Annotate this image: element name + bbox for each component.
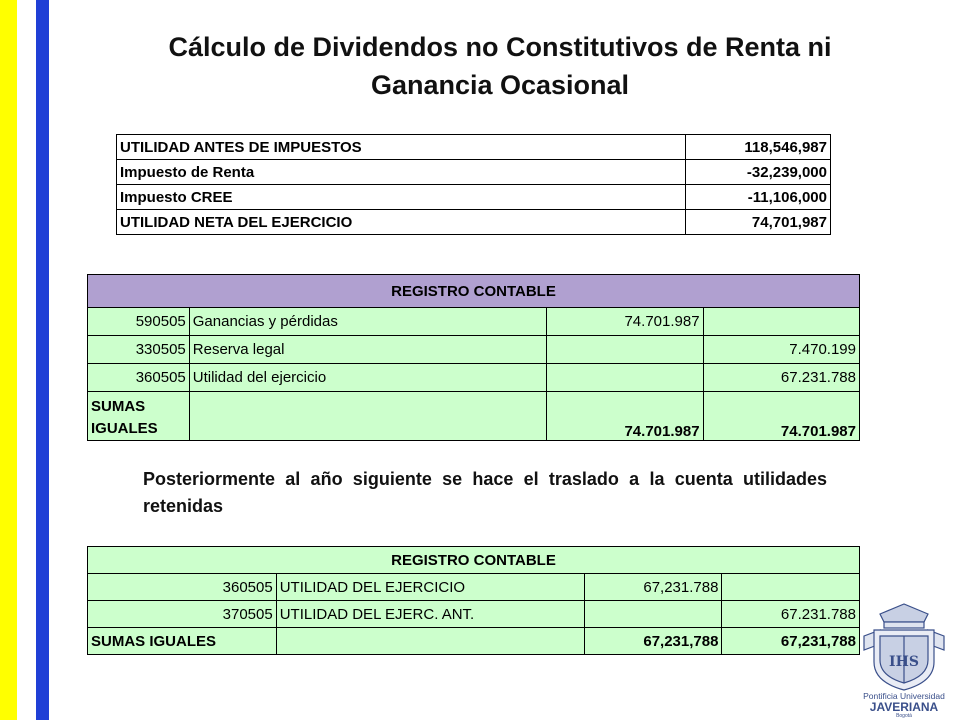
logo-text-line-3: Bogotá xyxy=(896,713,912,718)
table-header-row xyxy=(88,275,860,308)
crest-monogram: IHS xyxy=(889,654,919,670)
table-row xyxy=(117,160,831,185)
debit-value xyxy=(584,601,722,628)
white-side-stripe xyxy=(17,0,36,720)
blue-side-stripe xyxy=(36,0,49,720)
debit-value: 67,231.788 xyxy=(584,574,722,601)
account-code: 360505 xyxy=(88,364,190,392)
credit-value: 67.231.788 xyxy=(703,364,859,392)
table-row xyxy=(117,185,831,210)
summary-label: UTILIDAD ANTES DE IMPUESTOS xyxy=(117,135,686,160)
credit-value xyxy=(722,574,860,601)
registro-header: REGISTRO CONTABLE xyxy=(88,547,860,574)
summary-table xyxy=(116,134,831,235)
sums-label-line-2: IGUALES xyxy=(91,420,158,437)
summary-label: Impuesto de Renta xyxy=(117,160,686,185)
registro-contable-table-2 xyxy=(87,546,860,655)
javeriana-crest-icon xyxy=(850,600,958,718)
registro-header: REGISTRO CONTABLE xyxy=(88,275,860,308)
account-name: Reserva legal xyxy=(189,336,546,364)
sums-label: SUMAS IGUALES xyxy=(88,628,277,655)
sums-label xyxy=(88,392,190,441)
debit-value xyxy=(547,336,703,364)
sums-credit: 67,231,788 xyxy=(722,628,860,655)
registro-contable-table-1 xyxy=(87,274,860,441)
credit-value: 7.470.199 xyxy=(703,336,859,364)
debit-value xyxy=(547,364,703,392)
summary-value: -32,239,000 xyxy=(686,160,831,185)
credit-value xyxy=(703,308,859,336)
debit-value: 74.701.987 xyxy=(547,308,703,336)
transfer-note: Posteriormente al año siguiente se hace el traslado a la cuenta utilidades retenidas xyxy=(143,469,827,516)
table-header-row xyxy=(88,547,860,574)
sums-debit: 67,231,788 xyxy=(584,628,722,655)
account-name: Ganancias y pérdidas xyxy=(189,308,546,336)
summary-label: Impuesto CREE xyxy=(117,185,686,210)
credit-value: 67.231.788 xyxy=(722,601,860,628)
sums-credit: 74.701.987 xyxy=(703,392,859,441)
account-code: 330505 xyxy=(88,336,190,364)
account-code: 590505 xyxy=(88,308,190,336)
account-name: UTILIDAD DEL EJERC. ANT. xyxy=(276,601,584,628)
account-code: 360505 xyxy=(88,574,277,601)
yellow-side-stripe xyxy=(0,0,17,720)
title-line-2: Ganancia Ocasional xyxy=(370,70,630,100)
sums-debit: 74.701.987 xyxy=(547,392,703,441)
summary-value: 118,546,987 xyxy=(686,135,831,160)
table-row xyxy=(117,210,831,235)
sums-empty-cell xyxy=(276,628,584,655)
summary-label: UTILIDAD NETA DEL EJERCICIO xyxy=(117,210,686,235)
account-code: 370505 xyxy=(88,601,277,628)
university-logo xyxy=(850,600,958,718)
table-row xyxy=(88,364,860,392)
table-row xyxy=(88,574,860,601)
summary-value: -11,106,000 xyxy=(686,185,831,210)
sums-row xyxy=(88,392,860,441)
summary-value: 74,701,987 xyxy=(686,210,831,235)
slide-title xyxy=(100,28,900,104)
table-row xyxy=(88,601,860,628)
logo-text-line-1: Pontificia Universidad xyxy=(863,691,945,701)
table-row xyxy=(88,336,860,364)
account-name: Utilidad del ejercicio xyxy=(189,364,546,392)
logo-text-line-2: JAVERIANA xyxy=(869,700,939,714)
sums-label-line-1: SUMAS xyxy=(91,398,146,415)
table-row xyxy=(117,135,831,160)
sums-empty-cell xyxy=(189,392,546,441)
account-name: UTILIDAD DEL EJERCICIO xyxy=(276,574,584,601)
sums-row xyxy=(88,628,860,655)
title-line-1: Cálculo de Dividendos no Constitutivos de Renta ni xyxy=(168,32,832,62)
table-row xyxy=(88,308,860,336)
